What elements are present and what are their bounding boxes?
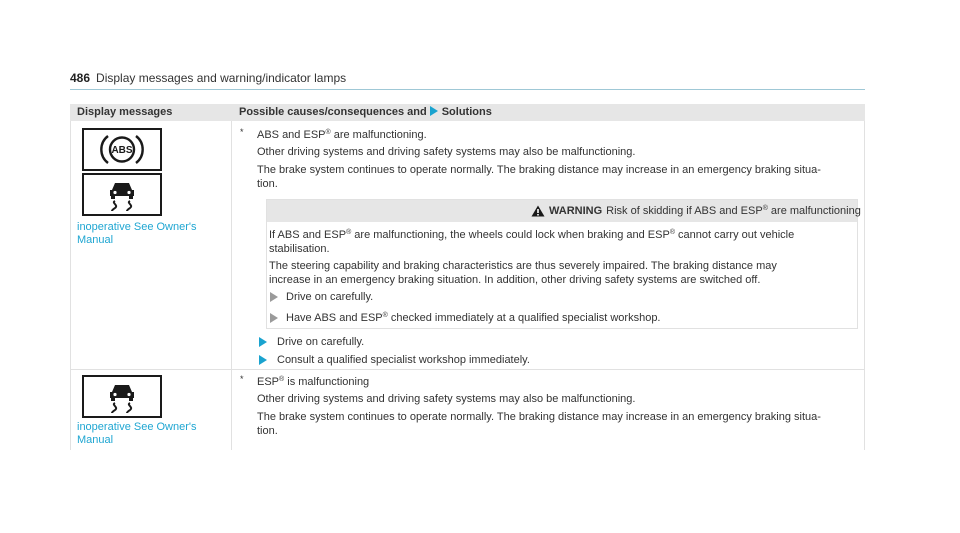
warning-title-pre: Risk of skidding if ABS and ESP xyxy=(606,205,763,217)
warning-step-pre: Have ABS and ESP xyxy=(286,312,383,324)
warning-box xyxy=(266,199,861,329)
body-text: Other driving systems and driving safety systems may also be malfunctioning. xyxy=(257,146,636,158)
warning-text: are malfunctioning, the wheels could lock when braking and ESP xyxy=(351,229,670,241)
action-step: Consult a qualified specialist workshop immediately. xyxy=(277,354,530,366)
warning-text: The steering capability and braking characteristics are thus severely impaired. The braking distance may xyxy=(269,260,777,272)
warning-text: increase in an emergency braking situation. In addition, other driving safety systems are switched off. xyxy=(269,274,761,286)
link-line-2: Manual xyxy=(77,234,114,246)
body-text: The brake system continues to operate normally. The braking distance may increase in an emergency braking situa- xyxy=(257,164,821,176)
column-causes-solutions xyxy=(239,106,492,119)
page-header xyxy=(70,71,346,85)
column-display-messages: Display messages xyxy=(77,106,173,118)
registered-mark: ® xyxy=(279,376,285,383)
warning-header xyxy=(267,200,861,222)
cause-text-pre: ABS and ESP xyxy=(257,129,326,141)
warning-label: WARNING xyxy=(549,205,603,217)
arrow-bullet-icon xyxy=(270,313,278,323)
owners-manual-link[interactable] xyxy=(77,421,197,447)
warning-text: If ABS and ESP xyxy=(269,229,347,241)
esp-skid-lamp-icon xyxy=(84,377,160,416)
body-text: tion. xyxy=(257,178,278,190)
table-header xyxy=(70,104,865,121)
registered-mark: ® xyxy=(382,312,388,319)
footnote-star: * xyxy=(240,374,244,384)
footnote-star: * xyxy=(240,127,244,137)
warning-paragraph xyxy=(269,229,794,242)
registered-mark: ® xyxy=(762,205,768,212)
cause-text-post: is malfunctioning xyxy=(284,376,370,388)
warning-step: Drive on carefully. xyxy=(286,291,374,303)
abs-lamp xyxy=(82,128,162,171)
table-divider xyxy=(231,121,232,450)
page-number: 486 xyxy=(70,71,91,85)
arrow-bullet-icon xyxy=(259,337,267,347)
warning-title xyxy=(549,205,861,218)
warning-text: cannot carry out vehicle xyxy=(674,229,795,241)
warning-triangle-icon xyxy=(531,205,545,217)
registered-mark: ® xyxy=(346,229,352,236)
link-line-1: inoperative See Owner's xyxy=(77,421,197,433)
page-title: Display messages and warning/indicator lamps xyxy=(96,71,347,85)
abs-warning-lamp-icon xyxy=(84,130,160,169)
arrow-icon xyxy=(430,106,438,116)
link-line-2: Manual xyxy=(77,434,114,446)
body-text: tion. xyxy=(257,425,278,437)
column-solutions-label: Solutions xyxy=(441,106,492,118)
cause-text xyxy=(257,129,427,142)
esp-skid-lamp-icon xyxy=(84,175,160,214)
warning-step xyxy=(286,312,661,325)
link-line-1: inoperative See Owner's xyxy=(77,221,197,233)
action-step: Drive on carefully. xyxy=(277,336,365,348)
warning-text: stabilisation. xyxy=(269,243,330,255)
warning-step-post: checked immediately at a qualified specialist workshop. xyxy=(387,312,661,324)
cause-text-post: are malfunctioning. xyxy=(330,129,427,141)
cause-text xyxy=(257,376,369,389)
registered-mark: ® xyxy=(325,129,331,136)
arrow-bullet-icon xyxy=(259,355,267,365)
row-separator xyxy=(70,369,865,370)
body-text: The brake system continues to operate normally. The braking distance may increase in an emergency braking situa- xyxy=(257,411,821,423)
body-text: Other driving systems and driving safety systems may also be malfunctioning. xyxy=(257,393,636,405)
arrow-bullet-icon xyxy=(270,292,278,302)
svg-text:ABS: ABS xyxy=(111,145,133,156)
cause-text-pre: ESP xyxy=(257,376,280,388)
table-border-right xyxy=(864,121,865,450)
header-rule xyxy=(70,89,865,90)
column-causes-label: Possible causes/consequences and xyxy=(239,106,427,118)
esp-lamp xyxy=(82,173,162,216)
table-border-left xyxy=(70,121,71,450)
registered-mark: ® xyxy=(669,229,675,236)
owners-manual-link[interactable] xyxy=(77,221,197,247)
warning-title-post: are malfunctioning xyxy=(767,205,861,217)
esp-lamp xyxy=(82,375,162,418)
